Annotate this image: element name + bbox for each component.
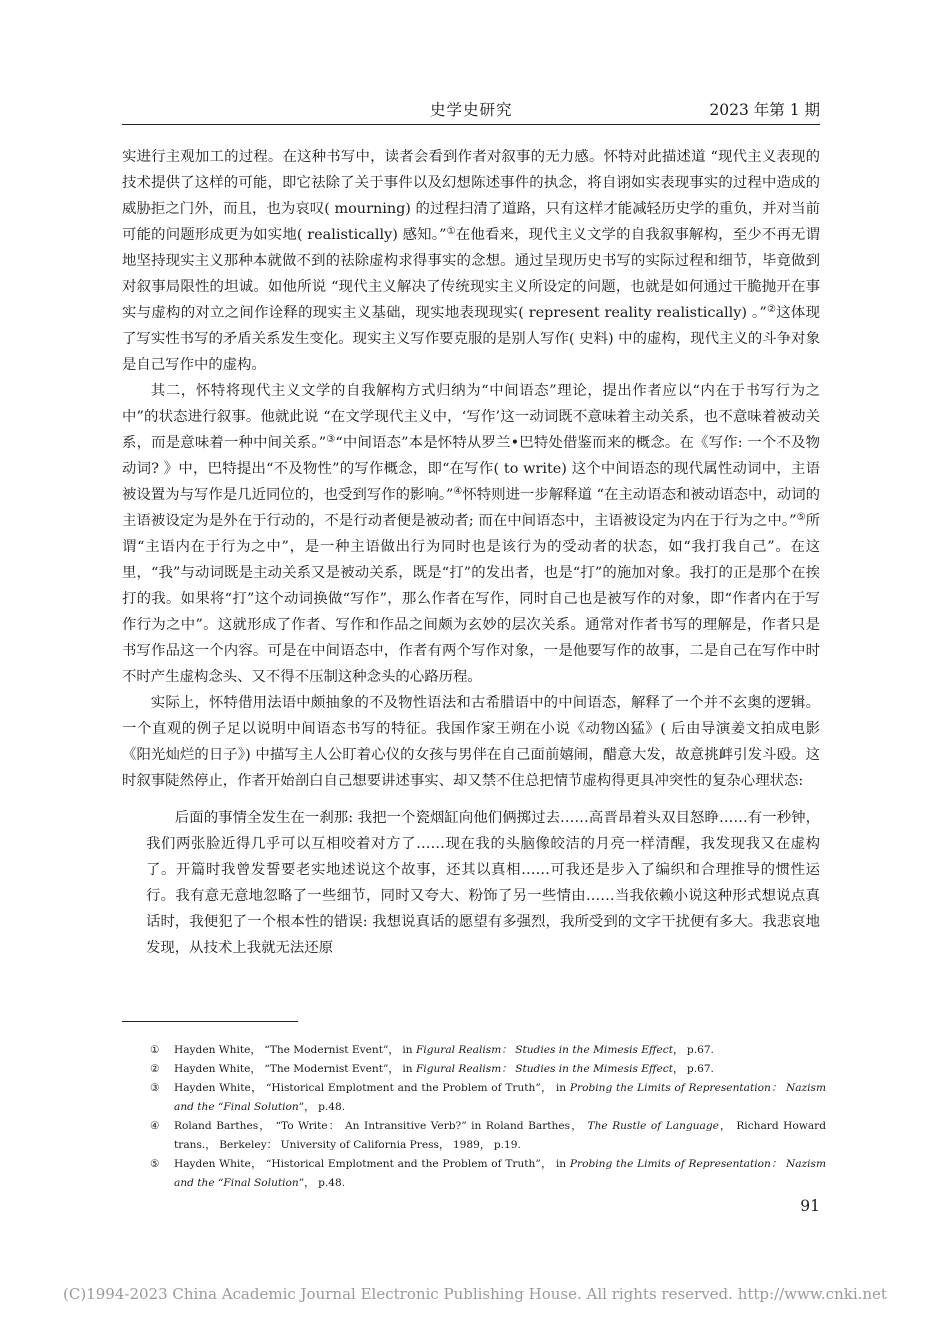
footnote-marker[interactable]: ③ (326, 434, 336, 445)
footnote-title: Probing the Limits of Representation： Nazism and the “Final Solution (174, 1158, 826, 1189)
footnote-text: Hayden White， “The Modernist Event”， in (174, 1044, 416, 1056)
main-text (122, 144, 820, 794)
footnote-text: Hayden White， “Historical Emplotment and the Problem of Truth”， in (174, 1158, 570, 1170)
footnote-title: The Rustle of Language (587, 1120, 719, 1132)
running-header (122, 96, 820, 125)
footnote-number: ① (150, 1044, 160, 1056)
footnote-marker[interactable]: ② (766, 304, 777, 315)
footnote (150, 1155, 826, 1193)
footnote-text: ”， p.48. (298, 1177, 346, 1189)
quote-text: 后面的事情全发生在一刹那: 我把一个瓷烟缸向他们俩掷过去……高晋昂着头双目怒睁……有一秒钟，我们两张脸近得几乎可以互相咬着对方了……现在我的头脑像皎洁的月亮一样清醒，我发现我又在虚构了。开篇时我曾发誓要老实地述说这个故事，还其以真相……可我还是步入了编织和合理推导的惯性运行。我有意无意地忽略了一些细节，同时又夸大、粉饰了另一些情由……当我依赖小说这种形式想说点真话时，我便犯了一个根本性的错误: 我想说真话的愿望有多强烈，我所受到的文字干扰便有多大。我悲哀地发现，从技术上我就无法还原 (146, 810, 820, 956)
footnote-text: Hayden White， “The Modernist Event”， in (174, 1063, 416, 1075)
footnote-title: Figural Realism： Studies in the Mimesis Effect (415, 1063, 673, 1075)
footnotes (150, 1041, 826, 1193)
copyright-footer: (C)1994-2023 China Academic Journal Electronic Publishing House. All rights reserved. http://www.cnki.net (63, 1285, 887, 1303)
paragraph-text: 实际上，怀特借用法语中颇抽象的不及物性语法和古希腊语中的中间语态，解释了一个并不玄奥的逻辑。一个直观的例子足以说明中间语态书写的特征。我国作家王朔在小说《动物凶猛》( 后由导演姜文拍成电影《阳光灿烂的日子》) 中描写主人公盯着心仪的女孩与男伴在自己面前嬉闹，醋意大发，故意挑衅引发斗殴。这时叙事陡然停止，作者开始剖白自己想要讲述事实、却又禁不住总把情节虚构得更具冲突性的复杂心理状态: (122, 695, 820, 789)
paragraph-text: 在他看来，现代主义文学的自我叙事解构，至少不再无谓地坚持现实主义那种本就做不到的祛除虚构求得事实的念想。通过呈现历史书写的实际过程和细节，毕竟做到对叙事局限性的坦诚。如他所说 “现代主义解决了传统现实主义所设定的问题，也就是如何通过干脆抛开在事实与虚构的对立之间作诠释的现实主义基础，现实地表现现实( represent reality realistically) 。” (122, 227, 820, 321)
issue-label: 2023 年第 1 期 (709, 101, 820, 119)
paragraph-text: “中间语态”本是怀特从罗兰•巴特处借鉴而来的概念。在《写作: 一个不及物动词? 》中，巴特提出“不及物性”的写作概念，即“在写作( to write) 这个中间语态的现代属性动词中，主语被设置为与写作是几近同位的，也受到写作的影响。” (122, 435, 820, 503)
footnote-text: Hayden White， “Historical Emplotment and the Problem of Truth”， in (174, 1082, 570, 1094)
footnote (150, 1117, 826, 1155)
footnote-title: Probing the Limits of Representation： Nazism and the “Final Solution (174, 1082, 826, 1113)
footnote-title: Figural Realism： Studies in the Mimesis Effect (415, 1044, 673, 1056)
footnote (150, 1041, 826, 1060)
footnote (150, 1060, 826, 1079)
footnote-number: ⑤ (150, 1158, 160, 1170)
footnote-number: ④ (150, 1120, 160, 1132)
footnote-divider (122, 1021, 298, 1022)
footnote-number: ③ (150, 1082, 160, 1094)
paragraph-text: 其二，怀特将现代主义文学的自我解构方式归纳为“中间语态”理论，提出作者应以“内在于书写行为之中”的状态进行叙事。他就此说 “在文学现代主义中，‘写作’这一动词既不意味着主动关系，也不意味着被动关系，而是意味着一种中间关系。” (122, 383, 820, 451)
footnote-text: ， p.67. (672, 1044, 714, 1056)
footnote-marker[interactable]: ① (446, 226, 456, 237)
footnote-marker[interactable]: ⑤ (796, 512, 806, 523)
footnote-text: ， Richard Howard trans.， Berkeley： University of California Press， 1989， p.19. (174, 1120, 826, 1151)
block-quote (146, 805, 820, 961)
paragraph-text: 所谓“主语内在于行为之中”，是一种主语做出行为同时也是该行为的受动者的状态，如“我打我自己”。在这里，“我”与动词既是主动关系又是被动关系，既是“打”的发出者，也是“打”的施加对象。我打的正是那个在挨打的我。如果将“打”这个动词换做“写作”，那么作者在写作，同时自己也是被写作的对象，即“作者内在于写作行为之中”。这就形成了作者、写作和作品之间颇为玄妙的层次关系。通常对作者书写的理解是，作者只是书写作品这一个内容。可是在中间语态中，作者有两个写作对象，一是他要写作的故事，二是自己在写作中时不时产生虚构念头、又不得不压制这种念头的心路历程。 (122, 513, 820, 685)
page-number: 91 (800, 1197, 820, 1215)
footnote-number: ② (150, 1063, 160, 1075)
footnote-text: ”， p.48. (298, 1101, 346, 1113)
paragraph (122, 690, 820, 794)
paragraph-text: 实进行主观加工的过程。在这种书写中，读者会看到作者对叙事的无力感。怀特对此描述道 “现代主义表现的技术提供了这样的可能，即它祛除了关于事件以及幻想陈述事件的执念，将自诩如实表现事实的过程中造成的威胁拒之门外，而且，也为哀叹( mourning) 的过程扫清了道路，只有这样才能减轻历史学的重负，并对当前可能的问题形成更为如实地( realistically) 感知。” (122, 149, 820, 243)
paragraph-text: 这体现了写实性书写的矛盾关系发生变化。现实主义写作要克服的是别人写作( 史料) 中的虚构，现代主义的斗争对象是自己写作中的虚构。 (122, 305, 820, 373)
footnote-text: Roland Barthes， “To Write： An Intransitive Verb?” in Roland Barthes， (174, 1120, 588, 1132)
footnote (150, 1079, 826, 1117)
footnote-text: ， p.67. (672, 1063, 714, 1075)
paragraph (122, 144, 820, 378)
paragraph (122, 378, 820, 690)
footnote-marker[interactable]: ④ (453, 486, 463, 497)
paragraph-text: 怀特则进一步解释道 “在主动语态和被动语态中，动词的主语被设定为是外在于行动的，不是行动者便是被动者; 而在中间语态中，主语被设定为内在于行为之中。” (122, 487, 820, 529)
journal-title: 史学史研究 (430, 101, 513, 119)
